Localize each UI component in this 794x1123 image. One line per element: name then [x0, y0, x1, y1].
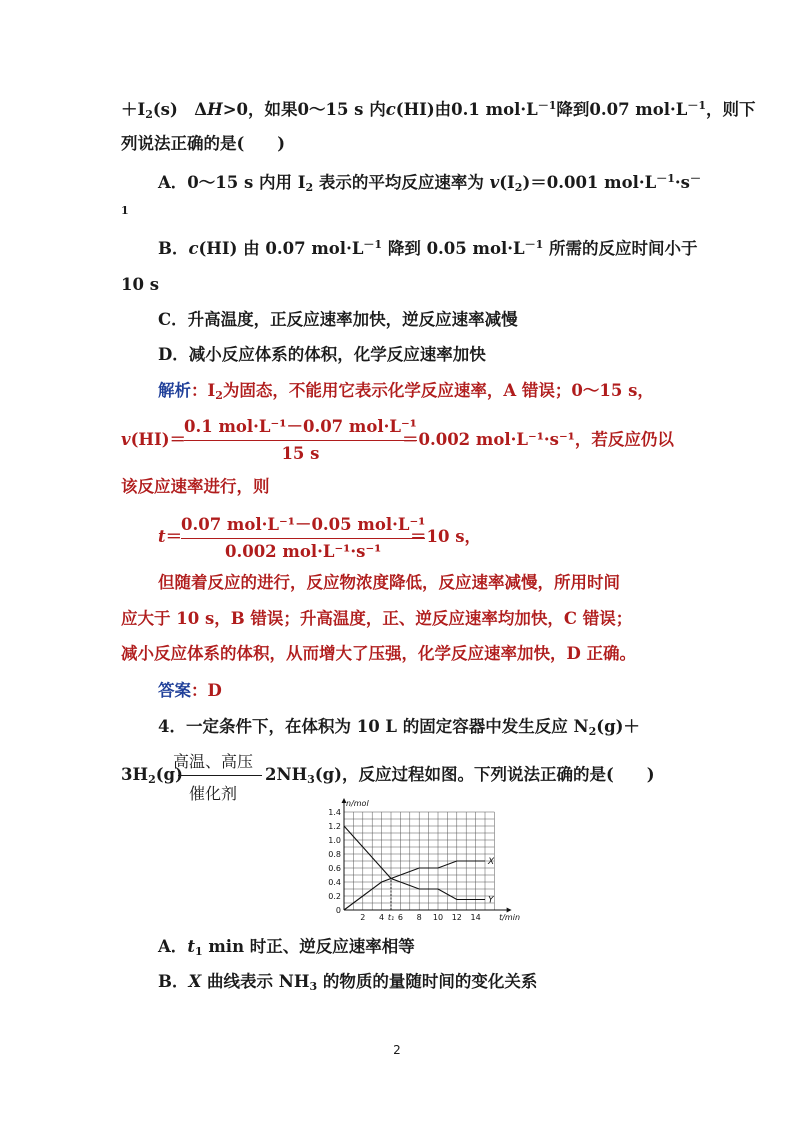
x-tick-label: 6: [397, 913, 403, 922]
analysis-line3: 该反应速率进行，则: [121, 477, 270, 496]
fraction-rate-numerator: 0.1 mol·L⁻¹－0.07 mol·L⁻¹: [184, 417, 417, 436]
y-tick-label: 0.2: [328, 892, 341, 901]
q3-option-b-wrap: 10 s: [121, 275, 159, 294]
y-axis-label: n/mol: [346, 799, 369, 808]
x-tick-label: t₁: [387, 913, 395, 922]
q4-stem-line2-left: $3H_2(g)$: [121, 765, 183, 786]
analysis-line6: 应大于 10 s，B 错误；升高温度，正、逆反应速率均加快，C 错误；: [121, 609, 633, 628]
y-tick-label: 0.6: [328, 864, 341, 873]
reaction-condition-bottom: 催化剂: [189, 784, 238, 803]
y-tick-label: 1.2: [328, 822, 341, 831]
y-tick-label: 1.4: [328, 808, 341, 817]
x-tick-label: 4: [379, 913, 385, 922]
fraction-rate-bar: [184, 440, 417, 441]
analysis-line5: 但随着反应的进行，反应物浓度降低，反应速率减慢，所用时间: [158, 573, 620, 592]
q4-stem-line2-right: $2NH_3(g)$，反应过程如图。下列说法正确的是( ): [265, 765, 655, 786]
page-number: 2: [393, 1043, 401, 1057]
y-tick-label: 0.4: [328, 878, 341, 887]
y-tick-label: 1.0: [328, 836, 341, 845]
series-line-y: [344, 826, 485, 900]
x-tick-label: 2: [360, 913, 366, 922]
reaction-arrow: [178, 775, 262, 776]
analysis-line7: 减小反应体系的体积，从而增大了压强，化学反应速率加快，D 正确。: [121, 644, 637, 663]
fraction-time-numerator: 0.07 mol·L⁻¹－0.05 mol·L⁻¹: [181, 515, 426, 534]
q4-option-b: B．X 曲线表示 $NH_3$ 的物质的量随时间的变化关系: [158, 972, 538, 993]
q3-stem-line2: 列说法正确的是( ): [121, 134, 286, 153]
q3-option-c: C．升高温度，正反应速率加快，逆反应速率减慢: [158, 310, 518, 329]
analysis-vhi: v(HI)＝: [121, 430, 187, 449]
q3-option-a-wrap: 1: [121, 204, 129, 217]
analysis-t: t＝: [158, 527, 183, 546]
q3-option-a: A．0～15 s 内用 $I_2$ 表示的平均反应速率为 $v(I_2)=0.001$ $mol\cdot L^{-1}\cdot s^-$: [158, 172, 701, 194]
fraction-time-denominator: 0.002 mol·L⁻¹·s⁻¹: [224, 542, 382, 561]
fraction-rate: [184, 413, 417, 463]
analysis-label: 解析: [158, 381, 191, 400]
reaction-condition-top: 高温、高压: [173, 752, 254, 771]
fraction-rate-result: ＝0.002 mol·L⁻¹·s⁻¹，若反应仍以: [402, 430, 674, 449]
q3-option-d: D．减小反应体系的体积，化学反应速率加快: [158, 345, 486, 364]
x-tick-label: 8: [416, 913, 422, 922]
answer-value: ：D: [191, 681, 222, 700]
reaction-chart: [318, 799, 521, 925]
fraction-time-bar: [181, 538, 425, 539]
analysis-line1: 解析：$I_2$为固态，不能用它表示化学反应速率，A 错误；0～15 s，: [158, 381, 654, 402]
q3-option-b: B．c(HI) 由 0.07 $mol\cdot L^{-1}$ 降到 0.05 $mol\cdot L^{-1}$ 所需的反应时间小于: [158, 238, 698, 258]
x-axis-arrow: [507, 908, 512, 913]
fraction-time: [181, 511, 425, 561]
x-axis-label: t/min: [499, 913, 521, 922]
series-label-x: X: [488, 857, 495, 867]
x-tick-label: 10: [432, 913, 444, 922]
series-line-x: [344, 861, 485, 910]
fraction-time-result: ＝10 s，: [410, 527, 481, 546]
y-tick-label: 0: [335, 906, 341, 915]
q3-stem-line1: $+I_2(s)$ ΔH>0，如果0～15 s 内c(HI)由0.1 $mol\cdot L^{-1}$降到0.07 $mol\cdot L^{-1}$，则下: [121, 99, 756, 121]
answer: [158, 680, 222, 702]
q4-stem-line1: 4．一定条件下，在体积为 10 L 的固定容器中发生反应 $N_2(g)+$: [158, 717, 640, 738]
y-tick-label: 0.8: [328, 850, 341, 859]
x-tick-label: 12: [451, 913, 462, 922]
series-label-y: Y: [488, 895, 494, 906]
fraction-rate-denominator: 15 s: [281, 444, 320, 463]
q4-option-a: A．$t_1$ min 时正、逆反应速率相等: [158, 937, 415, 958]
x-tick-label: 14: [470, 913, 481, 922]
answer-label: 答案: [158, 681, 191, 700]
